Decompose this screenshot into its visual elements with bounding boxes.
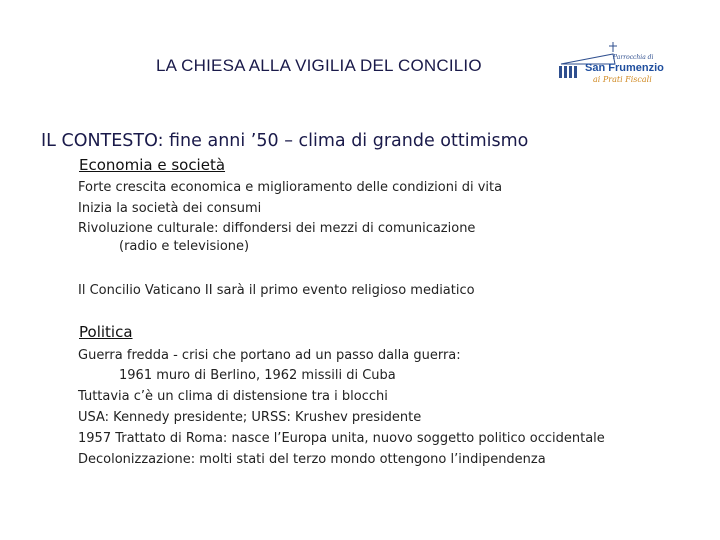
- list-item: Il Concilio Vaticano II sarà il primo evento religioso mediatico: [78, 283, 475, 298]
- list-item: 1961 muro di Berlino, 1962 missili di Cuba: [119, 368, 396, 383]
- list-item: Guerra fredda - crisi che portano ad un passo dalla guerra:: [78, 348, 461, 363]
- parish-logo: [553, 40, 665, 90]
- list-item: Decolonizzazione: molti stati del terzo mondo ottengono l’indipendenza: [78, 452, 546, 467]
- slide-title: LA CHIESA ALLA VIGILIA DEL CONCILIO: [156, 56, 482, 75]
- list-item: USA: Kennedy presidente; URSS: Krushev presidente: [78, 410, 422, 425]
- logo-small-text: Parrocchia di: [613, 54, 654, 61]
- logo-name: San Frumenzio: [585, 62, 664, 74]
- logo-subtitle: ai Prati Fiscali: [593, 75, 652, 84]
- list-item: (radio e televisione): [119, 239, 250, 254]
- section-title-economia: Economia e società: [79, 156, 226, 174]
- list-item: 1957 Trattato di Roma: nasce l’Europa unita, nuovo soggetto politico occidentale: [78, 431, 605, 446]
- list-item: Rivoluzione culturale: diffondersi dei mezzi di comunicazione: [78, 221, 476, 236]
- list-item: Forte crescita economica e miglioramento delle condizioni di vita: [78, 180, 503, 195]
- list-item: Tuttavia c’è un clima di distensione tra i blocchi: [78, 389, 388, 404]
- list-item: Inizia la società dei consumi: [78, 201, 262, 216]
- context-heading: IL CONTESTO: fine anni ’50 – clima di grande ottimismo: [41, 131, 529, 151]
- section-title-politica: Politica: [79, 323, 133, 341]
